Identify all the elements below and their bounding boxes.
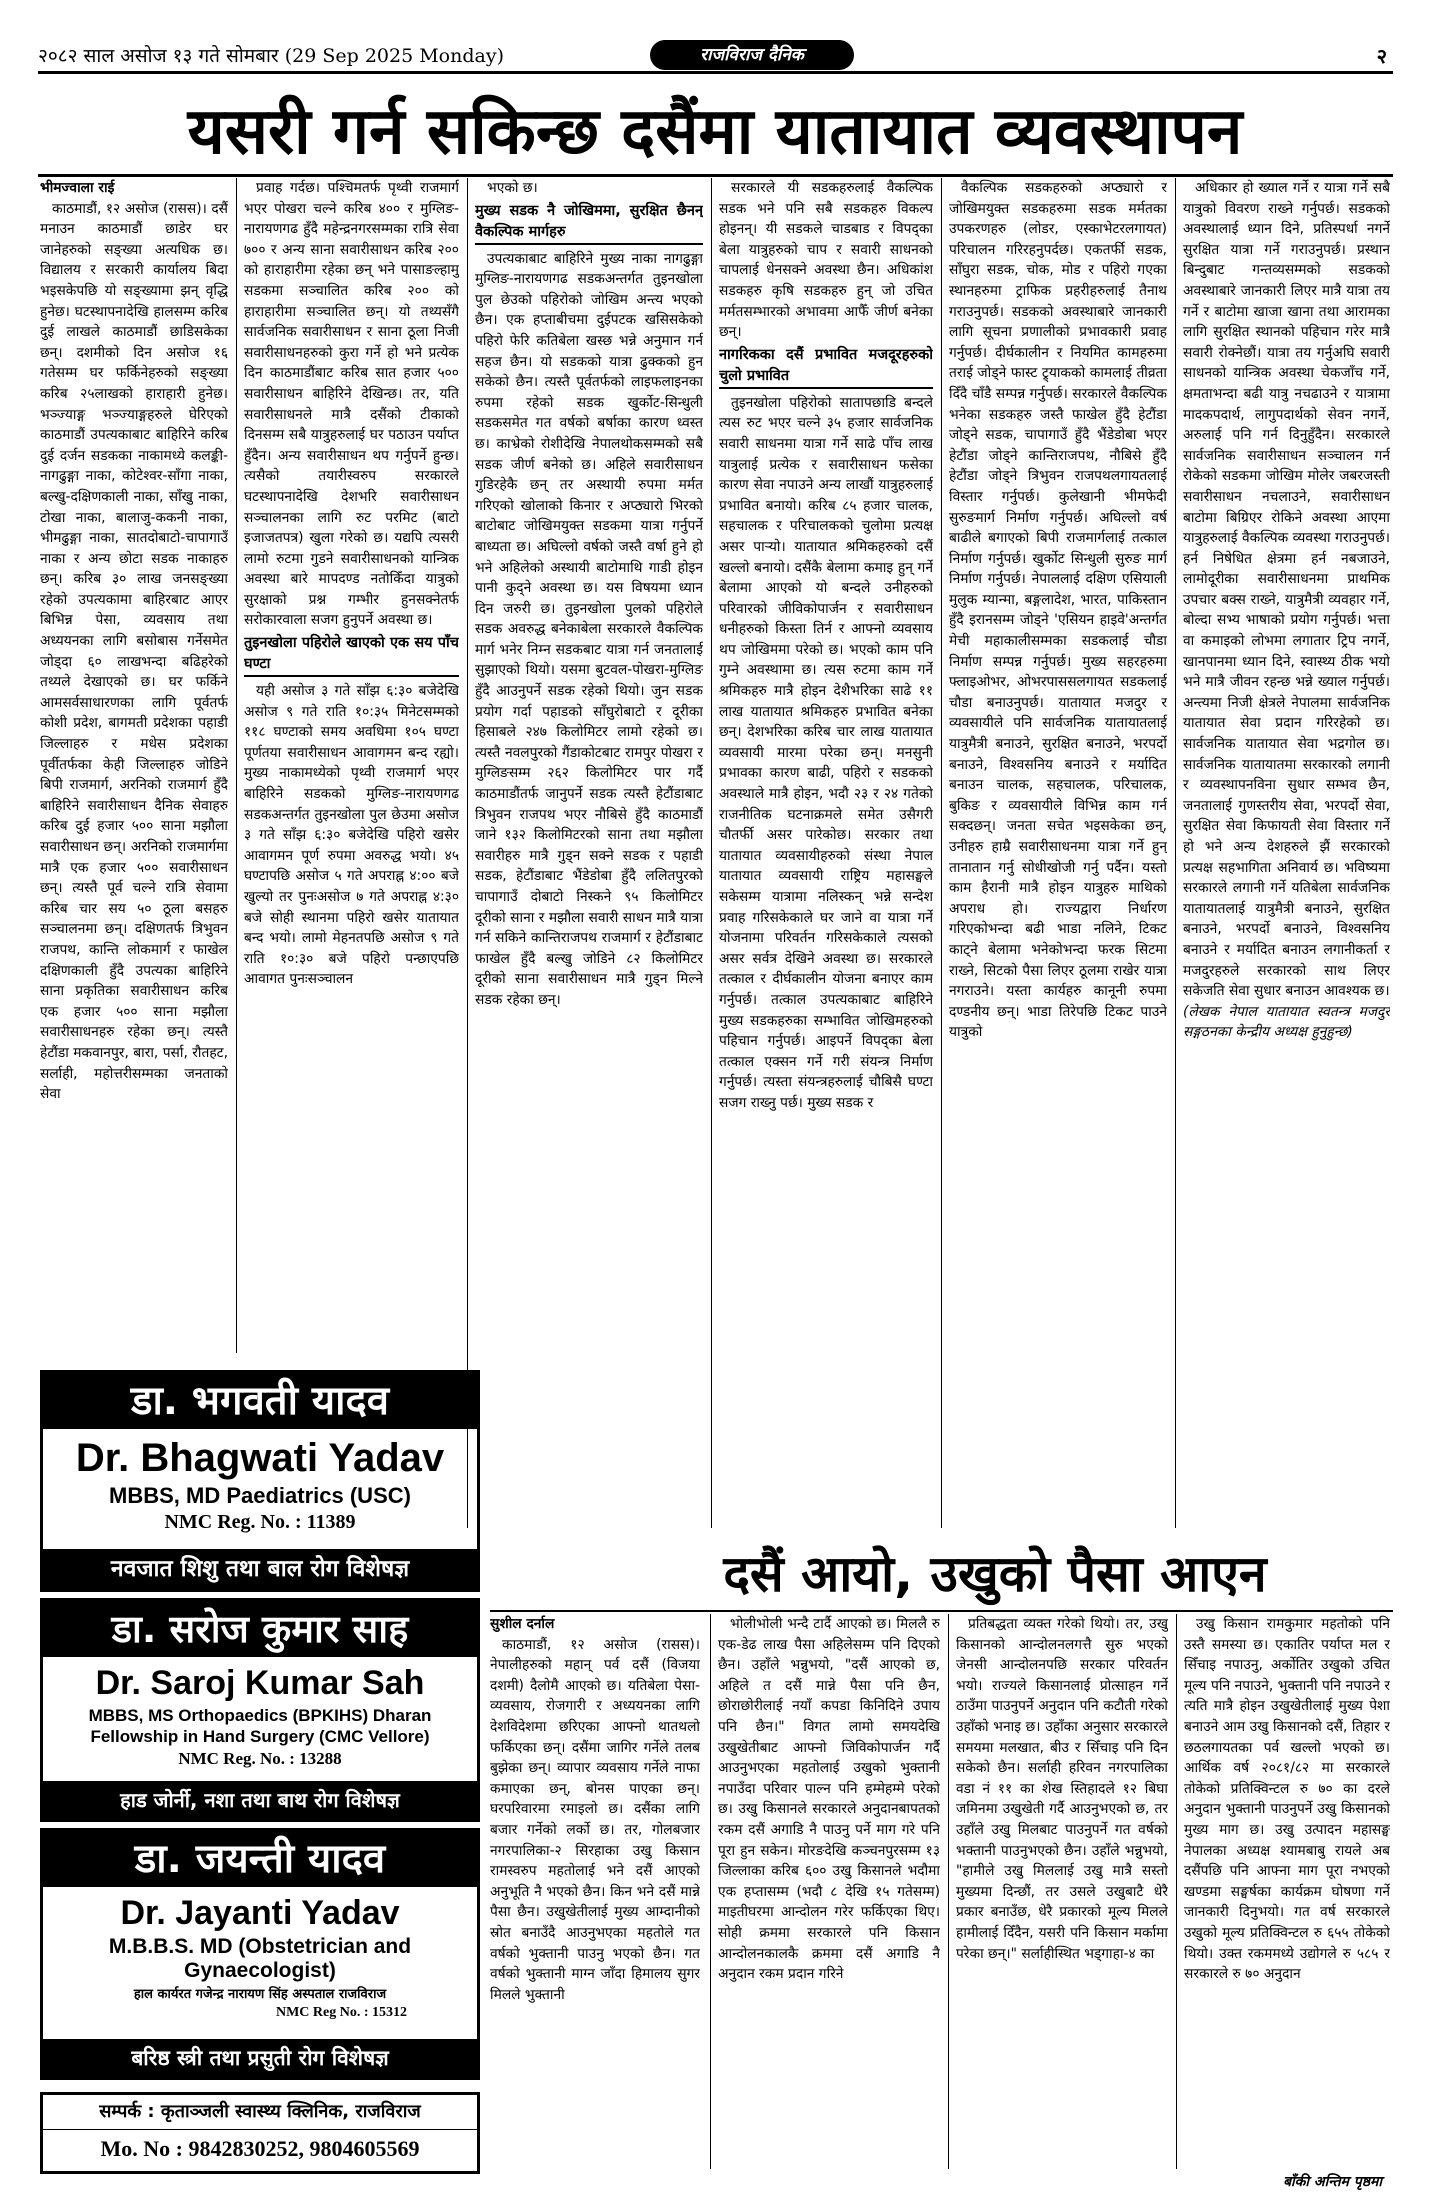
specialty: बरिष्ठ स्त्री तथा प्रसुती रोग विशेषज्ञ — [43, 2039, 477, 2077]
story1-column-1 — [40, 178, 228, 1353]
lead-headline: यसरी गर्न सकिन्छ दसैंमा यातायात व्यवस्थापन — [187, 95, 1243, 169]
doctor-ad-jayanti — [40, 1828, 480, 2080]
column-divider — [710, 1614, 711, 2169]
article-text: तुइनखोला पहिरोको सातापछाडि बन्दले त्यस रुट भएर चल्ने ३५ हजार सार्वजनिक सवारी साधनमा यात्रा गर्ने साढे पाँच लाख यात्रुलाई प्रत्येक र सवारीसाधन फसेका कारण सेवा नपाउने अन्य लाखौं यात्रुहरुलाई प्रभावित बनायो। करिब ८५ हजार चालक, सहचालक र परिचालकको चुलोमा प्रत्यक्ष असर पार्‍यो। यातायात श्रमिकहरुको दसैं खल्लो बनायो। दसैंकै बेलामा कमाइ हुन् गर्ने बेलामा आएको यो बन्दले उनीहरुको परिवारको जीविकोपार्जन र सवारीसाधन धनीहरुको किस्ता तिर्न र आफ्नो व्यवसाय थप जोखिममा परेको छ। भएको काम पनि गुम्ने अवस्थामा छ। त्यस रुटमा काम गर्ने श्रमिकहरु मात्रै होइन देशैभरिका साढे ११ लाख यातायात श्रमिकहरु प्रभावित बनेका छन्। देशभरिका करिब चार लाख यातायात व्यवसायी मारमा परेका छन्। मनसुनी प्रभावका कारण बाढी, पहिरो र सडकको अवस्थाले मात्रै होइन, भदौ २३ र २४ गतेको राजनीतिक घटनाक्रमले समेत उसैगरी चौतर्फी असर पारेकोछ। सरकार तथा यातायात व्यवसायीहरुको संस्था नेपाल यातायात व्यवसायी राष्ट्रिय महासङ्घले सकेसम्म यात्रामा नलिस्कन् भन्ने सन्देश प्रवाह गरिसकेकाले घर जाने वा यात्रा गर्ने योजनामा परिवर्तन गरिसकेकाले त्यसको असर सर्वत्र देखिने अवस्था छ। सरकारले तत्काल र दीर्घकालीन योजना बनाएर काम गर्नुपर्छ। तत्काल उपत्यकाबाट बाहिरिने मुख्य सडकहरुका सम्भावित जोखिमहरुको पहिचान गर्नुपर्छ। आइपर्ने विपद्का बेला तत्काल एक्सन गर्ने गरी संयन्त्र निर्माण गर्नुपर्छ। त्यस्ता संयन्त्रहरुलाई चौबिसै घण्टा सजग राख्नु पर्छ। मुख्य सडक र — [719, 394, 933, 1111]
doctor-name-nepali: डा. सरोज कुमार साह — [43, 1601, 477, 1657]
specialty: हाड जोर्नी, नशा तथा बाथ रोग विशेषज्ञ — [43, 1781, 477, 1819]
story2-column-3 — [956, 1614, 1168, 2169]
subheading: मुख्य सडक नै जोखिममा, सुरक्षित छैनन् वैकल्पिक मार्गहरु — [475, 201, 703, 245]
headline-rule — [490, 1610, 1393, 1612]
column-divider — [236, 178, 237, 1353]
article-text: काठमाडौं, १२ असोज (रासस)। दसैं मनाउन काठमाडौं छाडेर घर जानेहरुको सङ्ख्या अत्यधिक छ। विद्यालय र सरकारी कार्यालय बिदा भइसकेपछि यो सङ्ख्यामा झन् वृद्धि हुनेछ। घटस्थापनादेखि हालसम्म करिब दुई लाखले काठमाडौं छाडिसकेका छन्। दशमीको दिन असोज १६ गतेसम्म घर फर्किनेहरुको सङ्ख्या करिब २५लाखको हाराहारी हुनेछ। भञ्ज्याङ्ग भञ्ज्याङ्गहरुले घेरिएको काठमाडौं उपत्यकाबाट बाहिरिने करिब दुई दर्जन सडकका नाकामध्ये कलङ्की-नागढुङ्गा नाका, कोटेश्वर-साँगा नाका, बल्खु-दक्षिणकाली नाका, साँखु नाका, टोखा नाका, बालाजु-ककनी नाका, भीमढुङ्गा नाका, सातदोबाटो-चापागाउँ नाका र अन्य छोटा सडक नाकाहरु छन्। करिब ३० लाख जनसङ्ख्या रहेको उपत्यकामा बाहिरबाट आएर बिभिन्न पेसा, व्यवसाय तथा अध्ययनका लागि बसोबास गर्नेसमेत जोड्दा ६० लाखभन्दा बढिहरेको तथ्यले देखाएको छ। घर फर्किने आमसर्वसाधारणका लागि पूर्वतर्फ कोशी प्रदेश, बागमती प्रदेशका पहाडी जिल्लाहरु र मधेस प्रदेशका पूर्वीतर्फका केही जिल्लाहरु जोडिने बिपी राजमार्ग, अरनिको राजमार्ग हुँदै बाहिरिने सवारीसाधन दैनिक सेवाहरु करिब दुई हजार ५०० साना मझौला सवारीसाधन छन्। अरनिको राजमार्गमा मात्रै एक हजार ५०० सवारीसाधन छन्। त्यस्तै पूर्व चल्ने रात्रि सेवामा करिब चार सय ५० ठूला बसहरु सञ्चालनमा छन्। दक्षिणतर्फ त्रिभुवन राजपथ, कान्ति लोकमार्ग र फाखेल दक्षिणकाली हुँदै उपत्यका बाहिरिने साना प्रकृतिका सवारीसाधन करिब एक हजार ५०० साना मझौला सवारीसाधनहरु रहेका छन्। त्यस्तै हेटौंडा मकवानपुर, बारा, पर्सा, रौतहट, सर्लाही, महोत्तरीसम्मका जनताको सेवा — [40, 200, 228, 1103]
story1-column-6 — [1183, 178, 1390, 1528]
article-text: प्रतिबद्धता व्यक्त गरेको थियो। तर, उखु किसानको आन्दोलनलगत्तै सुरु भएको जेनसी आन्दोलनपछि सरकार परिवर्तन भयो। राज्यले किसानलाई प्रोत्साहन गर्ने ठाउँमा पाउनुपर्ने अनुदान पनि कटौती गरेको उहाँको भनाइ छ। उहाँका अनुसार सरकारले समयमा मलखात, बीउ र सिँचाइ पनि दिन सकेको छैन। सर्लाही हरिवन नगरपालिका वडा नं ११ का शेख स्तिहादले १२ बिघा जमिनमा उखुखेती गर्दै आउनुभएको छ, तर उहाँले उखु मिलबाट पाउनुपर्ने गत वर्षको भक्तानी पाउनुभएको छैन। उहाँले भन्नुभयो, "हामीले उखु मिललाई उखु मात्रै सस्तो मुख्यमा दिन्छौं, तर उसले उखुबाटै धेरै प्रकार बनाउँछ, धेरै प्रकारको मूल्य मिलले हामीलाई दिँदैन, यसरी पनि किसान मर्कामा परेका छन्।" सर्लाहीस्थित भड्गाहा-४ का — [956, 1616, 1168, 1962]
byline: भीमज्वाला राई — [40, 180, 115, 196]
clinic-contact — [40, 2092, 480, 2174]
doctor-name-english: Dr. Bhagwati Yadav — [75, 1436, 445, 1480]
headline-rule — [38, 174, 1393, 177]
qualification: MBBS, MS Orthopaedics (BPKIHS) Dharan Fellowship in Hand Surgery (CMC Vellore) — [88, 1706, 432, 1746]
nmc-reg: NMC Reg. No. : 11389 — [164, 1511, 356, 1533]
column-divider — [948, 1614, 949, 2169]
column-divider — [711, 178, 712, 1528]
story2-column-2 — [718, 1614, 940, 2169]
column-divider — [941, 178, 942, 1528]
byline: सुशील दर्नाल — [490, 1616, 555, 1632]
article-text: अधिकार हो ख्याल गर्ने र यात्रा गर्ने सबै यात्रुको विवरण राख्ने गर्नुपर्छ। सडकको अवस्थालाई ध्यान दिने, प्रतिस्पर्धा नगर्ने सुरक्षित यात्रा गर्ने गराउनुपर्छ। प्रस्थान बिन्दुबाट गन्तव्यसम्मको सडकको अवस्थाबारे जानकारी लिएर मात्रै यात्रा तय गर्ने र बाटोमा खाजा खाना तथा आरामका लागि सुरक्षित स्थानको पहिचान गरेर मात्रै सवारी रोक्नेछौं। यात्रा तय गर्नुअघि सवारी साधनको यान्त्रिक अवस्था चेकजाँच गर्ने, क्षमताभन्दा बढी यात्रु नचढाउने र यात्रामा मादकपदार्थ, लागुपदार्थको सेवन नगर्ने, अरुलाई पनि गर्न दिनुहुँदैन। सरकारले सार्वजनिक सवारीसाधन सञ्चालन गर्न रोकेको सडकमा जोखिम मोलेर जबरजस्ती सवारीसाधन नचलाउने, सवारीसाधन बाटोमा बिग्रिएर रोकिने अवस्था आएमा यात्रुहरुलाई वैकल्पिक व्यवस्था गराउनुपर्छ। हर्न निषेधित क्षेत्रमा हर्न नबजाउने, लामोदूरीका सवारीसाधनमा प्राथमिक उपचार बक्स राख्ने, यात्रुमैत्री व्यवहार गर्ने, बोल्दा सभ्य भाषाको प्रयोग गर्नुपर्छ। भत्ता वा कमाइको लोभमा लगातार ट्रिप नगर्ने, खानपानमा ध्यान दिने, स्वास्थ्य ठीक भयो भने मात्रै जीवन रहन्छ भन्ने ख्याल गर्नुपर्छ। अन्त्यमा निजी क्षेत्रले नेपालमा सार्वजनिक यातायात सेवा प्रदान गरिरहेको छ। सार्वजनिक यातायात सेवा भद्रगोल छ। सार्वजनिक यातायातमा सरकारको लगानी र व्यवस्थापनविना सुधार सम्भव छैन, जनतालाई गुणस्तरीय सेवा, भरपर्दो सेवा, सुरक्षित सेवा किफायती सेवा विस्तार गर्ने हो भने अन्य देशहरुले झैं सरकारको प्रत्यक्ष सहभागिता अनिवार्य छ। भविष्यमा सरकारले लगानी गर्ने यतिबेला सार्वजनिक यातायातलाई यात्रुमैत्री बनाउने, सुरक्षित बनाउने, भरपर्दो बनाउने, विश्वसनिय बनाउने र मर्यादित बनाउन लगानीकर्ता र मजदुरहरुले सरकारको साथ लिएर सकेजति सेवा सुधार बनाउन आवश्यक छ। — [1183, 180, 1390, 1000]
continued-note: बाँकी अन्तिम पृष्ठमा — [1283, 2174, 1382, 2190]
clinic-name: सम्पर्क : कृताञ्जली स्वास्थ्य क्लिनिक, राजविराज — [43, 2095, 477, 2130]
dateline: २०८२ साल असोज १३ गते सोमबार (29 Sep 2025 Monday) — [38, 45, 504, 67]
story1-column-3 — [475, 178, 703, 1528]
story1-column-2 — [244, 178, 459, 1353]
nmc-reg: NMC Reg No. : 15312 — [275, 2005, 407, 2020]
second-headline: दसैं आयो, उखुको पैसा आएन — [723, 1545, 1267, 1603]
article-text: भएको छ। — [487, 180, 538, 196]
article-text: प्रवाह गर्दछ। पश्चिमतर्फ पृथ्वी राजमार्ग भएर पोखरा चल्ने करिब ४०० र मुग्लिङ-नारायणगढ हुँदै महेन्द्रनगरसम्मका रात्रि सेवा ७०० र अन्य साना सवारीसाधन करिब २०० को हाराहारीमा रहेका छन् भने पासाङल्हामु सडकमा सञ्चालित करिब २०० को हाराहारीमा सञ्चालित छन्। यो तथ्यसँगै सार्वजनिक सवारीसाधन र साना ठूला निजी सवारीसाधनहरुको कुरा गर्ने हो भने प्रत्येक दिन काठमाडौंबाट करिब सात हजार ५०० सवारीसाधन बाहिरिने देखिन्छ। तर, यति सवारीसाधनले मात्रै दसैंको टीकाको दिनसम्म सबै यात्रुहरुलाई घर पठाउन पर्याप्त हुँदैन। अन्य सवारीसाधन थप गर्नुपर्ने हुन्छ। त्यसैको तयारीस्वरुप सरकारले घटस्थापनादेखि देशभरि सवारीसाधन सञ्चालनका लागि रुट परमिट (बाटो इजाजतपत्र) खुला गरेको छ। यद्यपि त्यसरी लामो रुटमा गुडने सवारीसाधनको यान्त्रिक अवस्था बारे मापदण्ड नतोकिँदा यात्रुको सुरक्षाको प्रश्न गम्भीर हुनसक्नेतर्फ सरोकारवाला सजग हुनुपर्ने अवस्था छ। — [244, 180, 459, 629]
story2-column-4 — [1184, 1614, 1390, 2169]
doctor-name-english: Dr. Saroj Kumar Sah — [95, 1664, 425, 1702]
column-divider — [467, 178, 468, 1528]
doctor-name-english: Dr. Jayanti Yadav — [120, 1894, 400, 1932]
doctor-ad-saroj — [40, 1598, 480, 1822]
article-text: काठमाडौं, १२ असोज (रासस)। नेपालीहरुको महान् पर्व दसैं (विजया दशमी) दैलोमै आएको छ। यतिबेला पेसा-व्यवसाय, रोजगारी र अध्ययनका लागि देशविदेशमा छरिएका आफ्नो थातथलो फर्किएका छन्। दसैंमा जागिर गर्नेले तलब बुझेका छन्। व्यापार व्यवसाय गर्नेले नाफा कमाएका छन्, बोनस पाएका छन्। घरपरिवारमा रमाइलो छ। दसैंका लागि बजार गर्नेको लर्को छ। तर, गोलबजार नगरपालिका-२ सिरहाका उखु किसान रामस्वरुप महतोलाई भने दसैं आएको अनुभूति नै भएको छैन। किन भने दसैं मान्ने पैसा छैन। उखुखेतीलाई मुख्य आम्दानीको स्रोत बनाउँदै आउनुभएका महतोले गत वर्षको भुक्तानी पाउनु भएको छैन। गत वर्षको भुक्तानी माग्न जाँदा हिमालय सुगर मिलले भुक्तानी — [490, 1636, 700, 2003]
subheading: तुइनखोला पहिरोले खाएको एक सय पाँच घण्टा — [244, 633, 459, 677]
doctor-name-nepali: डा. भगवती यादव — [43, 1373, 477, 1429]
article-text: यही असोज ३ गते साँझ ६:३० बजेदेखि असोज ९ गते राति १०:३५ मिनेटसम्मको ११८ घण्टाको समय अवधिमा १०५ घण्टा पूर्णतया सवारीसाधन आवागमन बन्द रह्यो। मुख्य नाकामध्येको पृथ्वी राजमार्ग भएर बाहिरिने सडकको मुग्लिङ-नारायणगढ सडकअन्तर्गत तुइनखोला पुल छेउमा असोज ३ गते साँझ ६:३० बजेदेखि पहिरो खसेर आवागमन पूर्ण रुपमा अवरुद्ध भयो। ४५ घण्टापछि असोज ५ गते अपराह्न ४:०० बजे खुल्यो तर पुनःअसोज ७ गते अपराह्न ४:३० बजे सोही स्थानमा पहिरो खसेर यातायात बन्द भयो। लामो मेहनतपछि असोज ९ गते राति १०:३० बजे पहिरो पन्छाएपछि आवागत पुनःसञ्चालन — [244, 683, 459, 988]
article-text: सरकारले यी सडकहरुलाई वैकल्पिक सडक भने पनि सबै सडकहरु विकल्प होइनन्। यी सडकले चाडबाड र विपद्का बेला यात्रुहरुको चाप र सवारी साधनको चापलाई धेनसक्ने अवस्था छैन। अधिकांश सडकहरु कृषि सडकहरु हुन् जो उचित मर्मतसम्भारको अभावमा आफैँ जीर्ण बनेका छन्। — [719, 180, 933, 341]
masthead-badge: राजविराज दैनिक — [650, 40, 854, 70]
page-number: २ — [1376, 44, 1387, 68]
qualification: MBBS, MD Paediatrics (USC) — [109, 1483, 411, 1508]
nmc-reg: NMC Reg. No. : 13288 — [178, 1749, 342, 1768]
subheading: नागरिकका दसैं प्रभावित मजदूरहरुको चुलो प्रभावित — [719, 345, 933, 389]
doctor-ad-bhagwati — [40, 1370, 480, 1592]
column-divider — [1175, 178, 1176, 1528]
column-divider — [1176, 1614, 1177, 2169]
article-text: वैकल्पिक सडकहरुको अप्ठ्यारो र जोखिमयुक्त सडकहरुमा सडक मर्मतका उपकरणहरु (लोडर, एस्काभेटरलगायत) परिचालन गरिरहनुपर्दछ। एकतर्फी सडक, साँघुरा सडक, चोक, मोड र पहिरो गएका स्थानहरुमा ट्राफिक प्रहरीहरुलाई तैनाथ गराउनुपर्छ। सडकको अवस्थाबारे जानकारी लागि सूचना प्रणालीको प्रभावकारी प्रवाह गर्नुपर्छ। दीर्घकालीन र नियमित कामहरुमा तराई जोड्ने फास्ट ट्र्याकको कामलाई तीव्रता दिँदै चाँडै सम्पन्न गर्नुपर्छ। सरकारले वैकल्पिक भनेका सडकहरु जस्तै फाखेल हुँदै हेटौंडा जोड्ने सडक, चापागाउँ हुँदै भैंडेडोबा भएर हेटौंडा जोड्ने कान्तिराजपथ, नौबिसे हुँदै हेटौंडा जोड्ने त्रिभुवन राजपथलगायतलाई विस्तार गर्नुपर्छ। कुलेखानी भीमफेदी सुरुङमार्ग निर्माण गर्नुपर्छ। अघिल्लो वर्ष बाढीले बगाएको बिपी राजमार्गलाई तत्काल निर्माण गर्नुपर्छ। खुर्कोट सिन्धुली सुरुङ मार्ग निर्माण गर्नुपर्छ। नेपाललाई दक्षिण एसियाली मुलुक म्यान्मा, बङ्गलादेश, भारत, पाकिस्तान हुँदै इरानसम्म जोड्ने 'एसियन हाइवे'अन्तर्गत मेची महाकालीसम्मका सडकलाई चौडा निर्माण सम्पन्न गर्नुपर्छ। मुख्य सहरहरुमा फ्लाइओभर, ओभरपाससलगायत सडकलाई चौडा बनाउनुपर्छ। यातायात मजदुर र व्यवसायीले पनि सार्वजनिक यातायातलाई यात्रुमैत्री बनाउने, सुरक्षित बनाउने, भरपर्दो बनाउने, विश्वसनिय बनाउने र मर्यादित बनाउन चालक, सहचालक, परिचालक, बुकिङ र व्यवसायीले विभिन्न काम गर्न सक्दछन्। जनता सचेत भइसकेका छन्, उनीहरु हाम्रै सवारीसाधनमा यात्रा गर्ने हुन् तानातान गर्नु सोधीखोजी गर्नु पर्दैन। यस्तो काम हैरानी मात्रै होइन यात्रुहरु माथिको अपराध हो। राज्यद्वारा निर्धारण गरिएकोभन्दा बढी भाडा नलिने, टिकट काट्ने बेलामा भनेकोभन्दा फरक सिटमा राख्ने, सिटको पैसा लिएर ठूलमा राखेर यात्रा नगराउने। यस्ता कार्यहरु कानूनी रुपमा दण्डनीय छन्। भाडा तिरेपछि टिकट पाउने यात्रुको — [949, 180, 1167, 1041]
article-text: भोलीभोली भन्दै टार्दै आएको छ। मिललै रु एक-डेढ लाख पैसा अहिलेसम्म पनि दिएको छैन। उहाँले भन्नुभयो, "दसैं आएको छ, अहिले त दसैं मान्ने पैसा पनि छैन, छोराछोरीलाई नयाँ कपडा किनिदिने उपाय पनि छैन।" विगत लामो समयदेखि उखुखेतीबाट आफ्नो जिविकोपार्जन गर्दै आउनुभएका महतोलाई उखुको भुक्तानी नपाउँदा परिवार पाल्न पनि हम्मेहम्मे परेको छ। उखु किसानले सरकारले अनुदानबापतको रकम दसैं अगाडि नै पाउनु पर्ने माग गरे पनि पूरा हुन सकेन। मोरङदेखि कञ्चनपुरसम्म १३ जिल्लाका करिब ६०० उखु किसानले भदौमा एक हप्तासम्म (भदौ ८ देखि १५ गतेसम्म) माइतीघरमा आन्दोलन गरेर फर्किएका थिए। सोही क्रममा सरकारले पनि किसान आन्दोलनकालकै क्रममा दसैं अगाडि नै अनुदान रकम प्रदान गरिने — [718, 1616, 940, 1983]
article-text: उखु किसान रामकुमार महतोको पनि उस्तै समस्या छ। एकातिर पर्याप्त मल र सिँचाइ नपाउनु, अर्कोतिर उखुको उचित मूल्य पनि नपाउने, भुक्तानी पनि नपाउने र त्यति मात्रै होइन उखुखेतीलाई मुख्य पेशा बनाउने आम उखु किसानको दसैं, तिहार र छठलगायतका पर्व खल्लो भएको छ। आर्थिक वर्ष २०८१/८२ मा सरकारले तोकेको प्रतिक्विन्टल रु ७० का दरले अनुदान भुक्तानी पाउनुपर्ने उखु किसानको मुख्य माग छ। उखु उत्पादन महासङ्घ नेपालका अध्यक्ष श्यामबाबु रायले अब दसैंपछि पनि आफ्ना माग पूरा नभएको खण्डमा सङ्घर्षका कार्यक्रम घोषणा गर्ने जानकारी दिनुभयो। गत वर्ष सरकारले उखुको मूल्य प्रतिक्विन्टल रु ६५५ तोकेको थियो। उक्त रकममध्ये उद्योगले रु ५८५ र सरकारले रु ७० अनुदान — [1184, 1616, 1390, 1983]
author-note: (लेखक नेपाल यातायात स्वतन्त्र मजदुर सङ्गठनका केन्द्रीय अध्यक्ष हुनुहुन्छ) — [1183, 1003, 1390, 1041]
specialty: नवजात शिशु तथा बाल रोग विशेषज्ञ — [43, 1549, 477, 1589]
page-header — [38, 38, 1393, 74]
story1-column-4 — [719, 178, 933, 1528]
story1-column-5 — [949, 178, 1167, 1528]
story2-column-1 — [490, 1614, 700, 2169]
hospital: हाल कार्यरत गजेन्द्र नारायण सिंह अस्पताल राजविराज — [133, 1987, 387, 2002]
article-text: उपत्यकाबाट बाहिरिने मुख्य नाका नागढुङ्गा मुग्लिङ-नारायणगढ सडकअन्तर्गत तुइनखोला पुल छेउको पहिरोको जोखिम अन्त्य भएको छैन। एक हप्ताबीचमा दुईपटक खसिसकेको पहिरो फेरि कतिबेला खस्छ भन्ने अनुमान गर्न सहज छैन। यो सडकको यात्रा ढुक्कको हुन सकेको छैन। त्यस्तै पूर्वतर्फको लाइफलाइनका रुपमा रहेको सडक खुर्कोट-सिन्धुली सडकसमेत गत वर्षको बर्षाका कारण ध्वस्त छ। काभ्रेको रोशीदेखि नेपालथोकसम्मको सबै सडक जीर्ण बनेको छ। अहिले सवारीसाधन गुडिरहेकै छन् तर अस्थायी रुपमा मर्मत गरिएको खोलाको किनार र अप्ठ्यारो भिरको बाटोबाट जोखिमयुक्त सडकमा यात्रा गर्नुपर्ने बाध्यता छ। अघिल्लो वर्षको जस्तै वर्षा हुने हो भने अहिलेको अस्थायी बाटोमाथि गाडी होइन पानी कुद्ने अवस्था छ। यस विषयमा ध्यान दिन जरुरी छ। तुइनखोला पुलको पहिरोले सडक अवरुद्ध बनेकाबेला सरकारले वैकल्पिक मार्ग भनेर निम्न सडकबाट यात्रा गर्न जनतालाई सुझाएको थियो। यसमा बुटवल-पोखरा-मुग्लिङ हुँदै आउनुपर्ने सडक रहेको थियो। जुन सडक प्रयोग गर्दा पहाडको साँघुरोबाटो र दूरीका हिसाबले २४७ किलोमिटर लामो रहेको छ। त्यस्तै नवलपुरको गैंडाकोटबाट रामपुर पोखरा र मुग्लिङसम्म २६२ किलोमिटर पार गर्दै काठमाडौंतर्फ जानुपर्ने सडक त्यस्तै हेटौंडाबाट त्रिभुवन राजपथ भएर नौबिसे हुँदै काठमाडौं जाने १३२ किलोमिटरको साना तथा मझौला सवारीहरु मात्रै गुड्न सक्ने सडक र पहाडी सडक, हेटौंडाबाट भैंडेडोबा हुँदै ललितपुरको चापागाउँ दोबाटो निस्कने ९५ किलोमिटर दूरीको साना र मझौला सवारी साधन मात्रै यात्रा गर्न सकिने कान्तिराजपथ राजमार्ग र हेटौंडाबाट फाखेल हुँदै बल्खु जोडिने ८२ किलोमिटर दूरीको साना सवारीसाधन मात्रै गुड्न मिल्ने सडक रहेका छन्। — [475, 250, 703, 1008]
doctor-name-nepali: डा. जयन्ती यादव — [43, 1831, 477, 1887]
phone-numbers: Mo. No : 9842830252, 9804605569 — [100, 2136, 420, 2161]
qualification: M.B.B.S. MD (Obstetrician and Gynaecologist) — [108, 1935, 412, 1982]
